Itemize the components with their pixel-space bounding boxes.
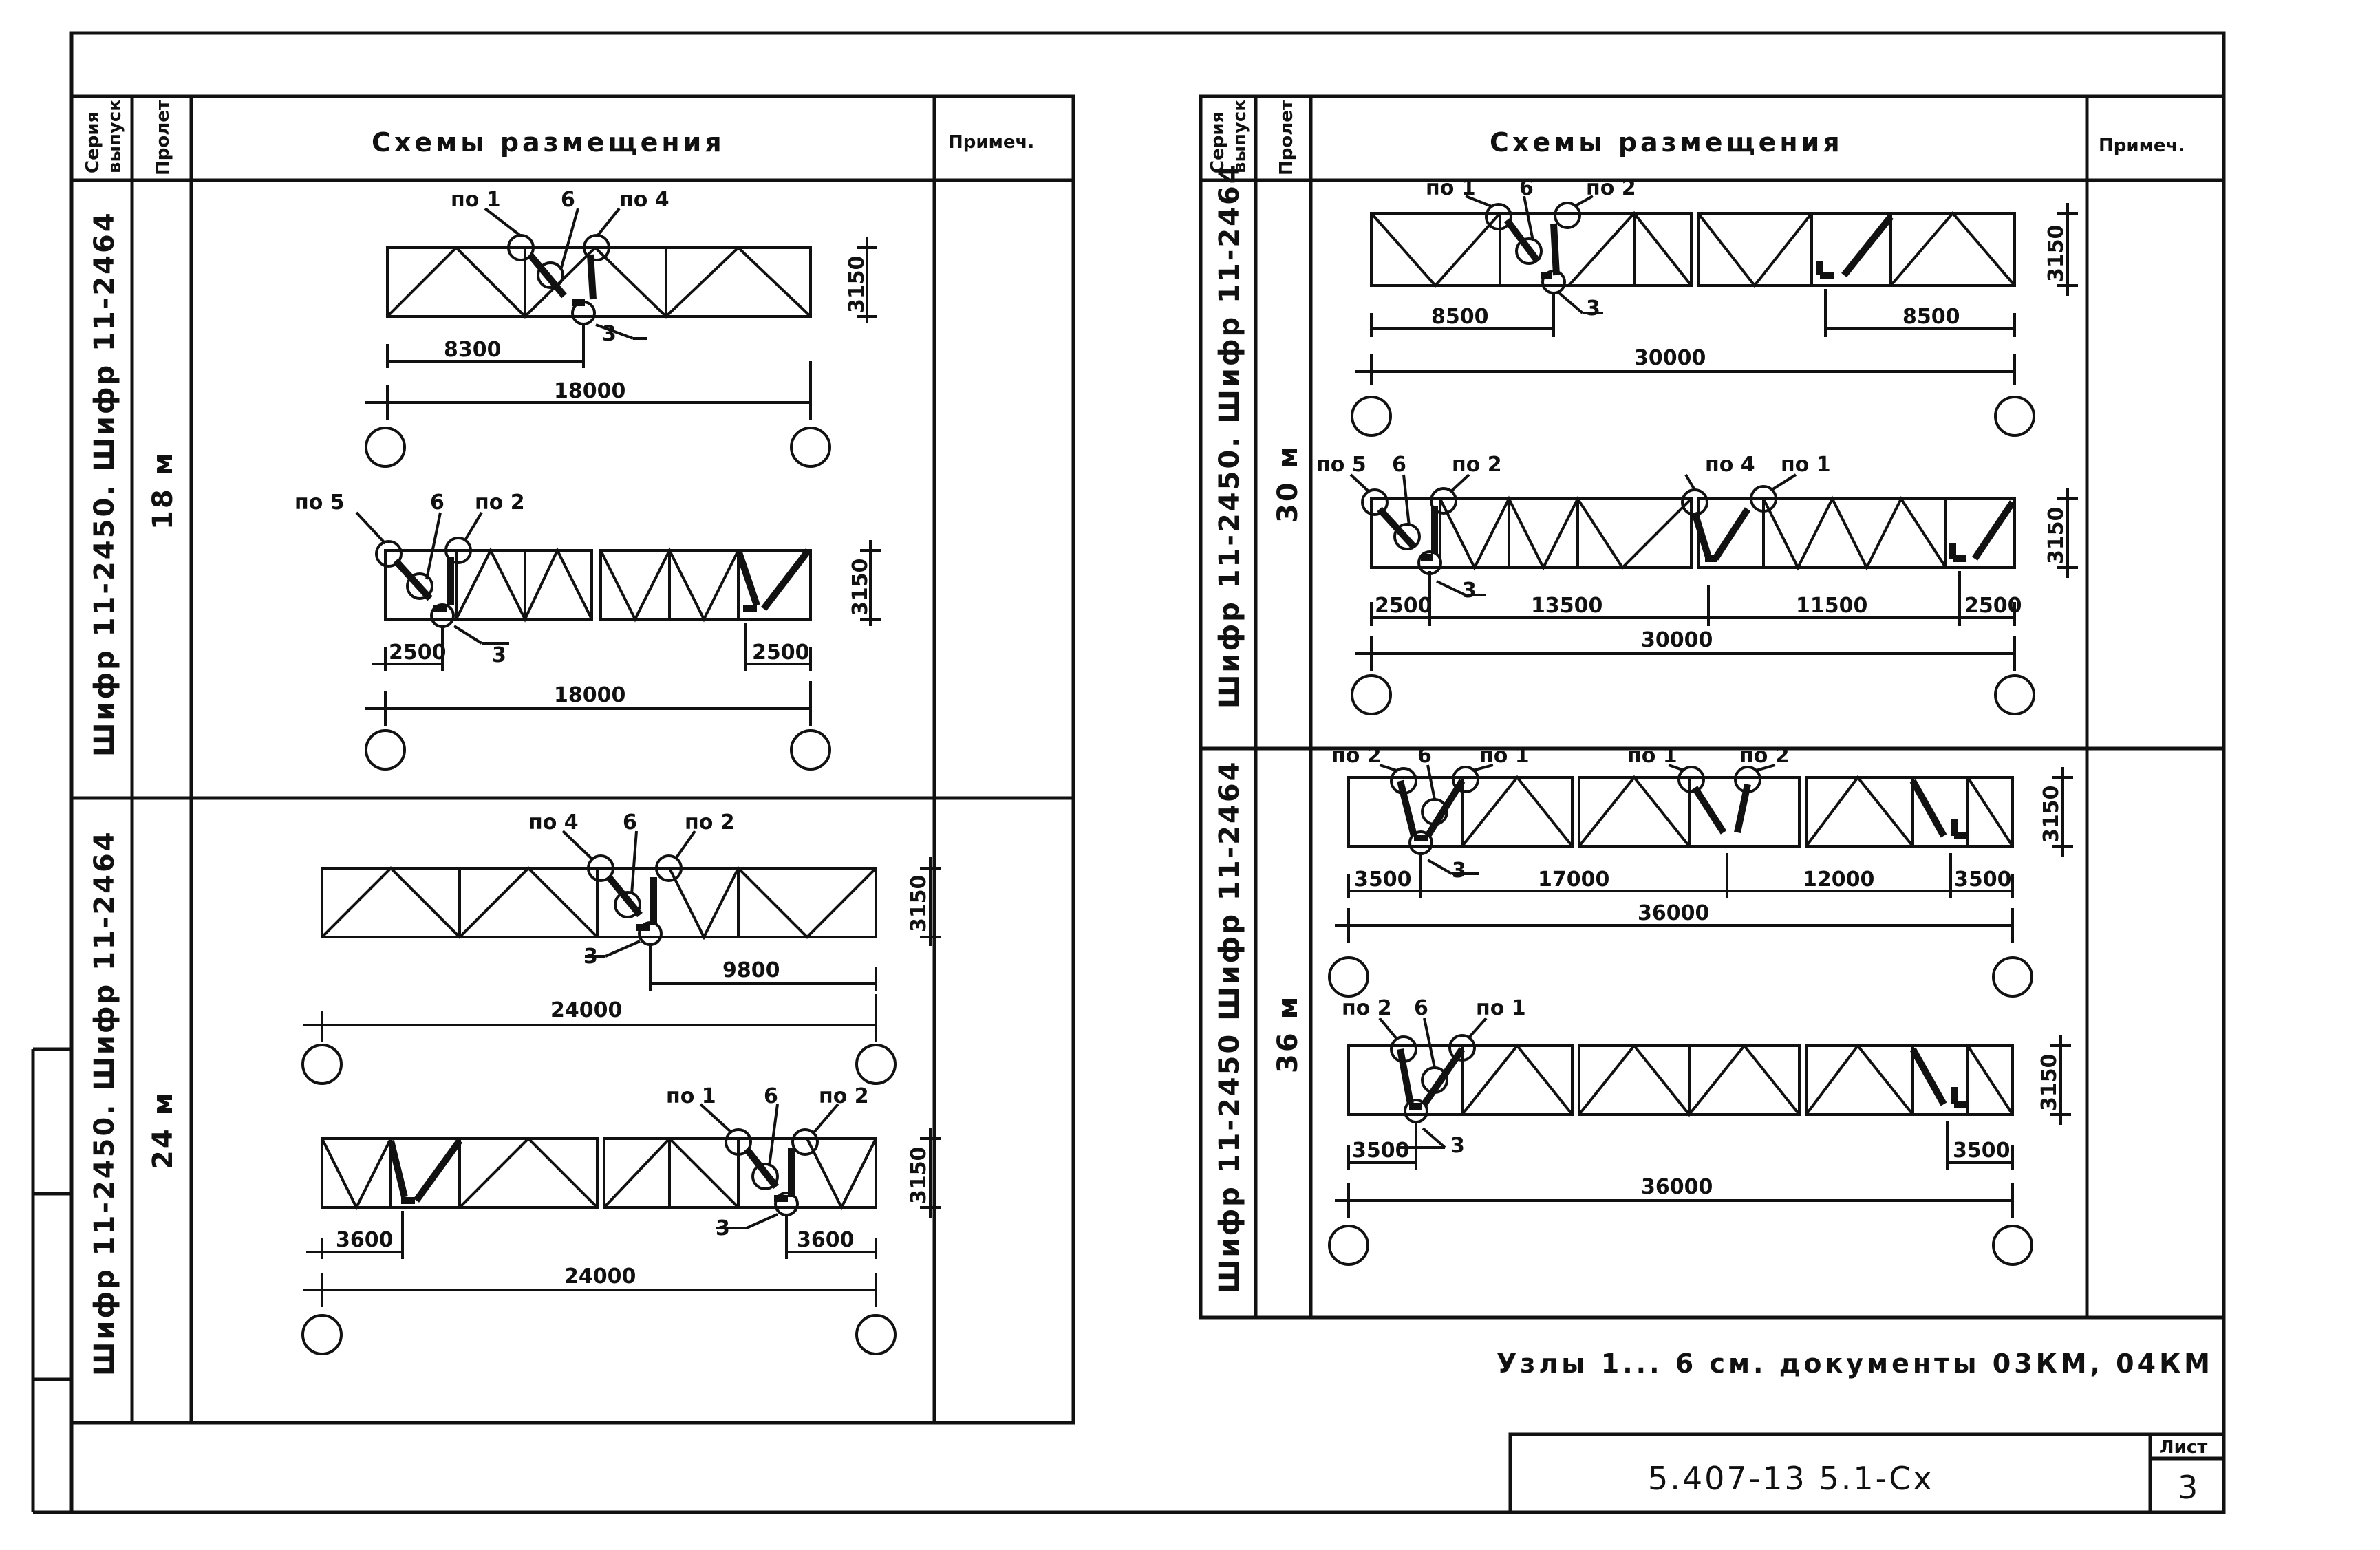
sheet-label: Лист	[2159, 1437, 2208, 1458]
header-series-1: Серия	[83, 111, 103, 173]
header-series-2: выпуск	[105, 99, 125, 173]
node-label: по 2	[1331, 744, 1382, 768]
node-label: по 2	[1452, 453, 1502, 477]
dimension: 30000	[1641, 628, 1713, 652]
node-label: по 1	[1476, 996, 1526, 1020]
dimension: 18000	[554, 379, 626, 403]
dimension: 2500	[1375, 594, 1433, 618]
node-label: 3	[583, 945, 598, 969]
dimension: 17000	[1538, 868, 1610, 892]
node-label: 3	[1586, 297, 1600, 321]
dimension: 24000	[550, 998, 623, 1022]
node-label: 6	[561, 188, 575, 212]
dimension: 3600	[797, 1228, 855, 1252]
node-label: 3	[716, 1216, 730, 1240]
nodes-note: Узлы 1... 6 см. документы 03КМ, 04КМ	[1497, 1348, 2213, 1379]
right-header	[1208, 99, 2185, 175]
node-label: по 5	[1316, 453, 1366, 477]
node-label: по 1	[1781, 453, 1831, 477]
dimension-height: 3150	[907, 874, 931, 932]
node-label: по 1	[1426, 176, 1476, 200]
dimension: 13500	[1531, 594, 1603, 618]
sheet-number: 3	[2178, 1469, 2200, 1506]
truss-diagram	[1329, 996, 2071, 1264]
dimension: 11500	[1796, 594, 1868, 618]
dimension-height: 3150	[848, 558, 872, 616]
right-table	[1201, 96, 2224, 1317]
right-span-top: 30 м	[1272, 444, 1304, 523]
node-label: по 4	[619, 188, 669, 212]
truss-diagram	[1316, 453, 2078, 714]
node-label: по 2	[1586, 176, 1636, 200]
header-span: Пролет	[1276, 100, 1297, 175]
node-label: 6	[1417, 744, 1432, 768]
left-table	[72, 96, 1073, 1423]
truss-diagram	[303, 1084, 941, 1354]
dimension: 3500	[1352, 1139, 1410, 1163]
dimension: 2500	[752, 641, 810, 665]
dimension: 8500	[1431, 305, 1489, 329]
node-label: по 1	[451, 188, 501, 212]
header-notes: Примеч.	[2099, 136, 2185, 156]
dimension: 30000	[1634, 346, 1706, 370]
node-label: по 1	[1479, 744, 1530, 768]
dimension: 3500	[1354, 868, 1412, 892]
header-series-2: выпуск	[1230, 99, 1250, 173]
node-label: по 5	[294, 491, 345, 515]
dimension: 8300	[444, 338, 502, 362]
dimension: 12000	[1803, 868, 1875, 892]
node-label: по 4	[528, 810, 579, 835]
node-label: 6	[1392, 453, 1406, 477]
dimension: 36000	[1641, 1175, 1713, 1199]
dimension: 18000	[554, 683, 626, 707]
dimension: 36000	[1638, 901, 1710, 925]
node-label: 3	[1452, 859, 1466, 883]
node-label: по 2	[475, 491, 525, 515]
node-label: по 2	[819, 1084, 869, 1108]
node-label: по 4	[1705, 453, 1755, 477]
header-series-1: Серия	[1208, 111, 1228, 173]
left-header	[83, 99, 1034, 175]
dimension-height: 3150	[2037, 1053, 2061, 1111]
right-code-bottom: Шифр 11-2450 Шифр 11-2464	[1214, 760, 1245, 1293]
right-span-bottom: 36 м	[1272, 994, 1304, 1073]
left-code-bottom: Шифр 11-2450. Шифр 11-2464	[89, 830, 120, 1376]
truss-diagram	[1352, 176, 2078, 435]
dimension: 3600	[336, 1228, 394, 1252]
truss-diagram	[365, 188, 877, 466]
dimension: 9800	[722, 958, 780, 982]
header-span: Пролет	[153, 100, 173, 175]
node-label: 6	[764, 1084, 778, 1108]
truss-diagram	[303, 810, 941, 1084]
left-code-top: Шифр 11-2450. Шифр 11-2464	[89, 211, 120, 757]
node-label: 6	[623, 810, 637, 835]
dimension: 3500	[1954, 868, 2012, 892]
node-label: по 2	[685, 810, 735, 835]
right-code-top: Шифр 11-2450. Шифр 11-2464	[1214, 162, 1245, 709]
node-label: по 2	[1342, 996, 1392, 1020]
header-notes: Примеч.	[948, 132, 1035, 153]
header-title: Схемы размещения	[372, 127, 725, 158]
document-code: 5.407-13 5.1-Сх	[1648, 1460, 1934, 1497]
dimension-height: 3150	[845, 255, 869, 313]
truss-diagram	[1329, 744, 2073, 996]
node-label: 3	[492, 643, 506, 667]
dimension: 2500	[389, 641, 447, 665]
dimension-height: 3150	[2044, 224, 2068, 282]
left-span-bottom: 24 м	[147, 1090, 179, 1170]
node-label: 3	[602, 322, 617, 346]
dimension-height: 3150	[2039, 785, 2063, 843]
node-label: 3	[1450, 1134, 1465, 1158]
dimension: 3500	[1953, 1139, 2011, 1163]
node-label: 3	[1462, 579, 1477, 603]
truss-diagram	[294, 491, 881, 769]
node-label: по 2	[1739, 744, 1790, 768]
left-span-top: 18 м	[147, 451, 179, 530]
header-title: Схемы размещения	[1490, 127, 1843, 158]
node-label: по 1	[1627, 744, 1677, 768]
node-label: 6	[1414, 996, 1428, 1020]
dimension-height: 3150	[907, 1146, 931, 1204]
dimension: 24000	[564, 1264, 636, 1289]
dimension-height: 3150	[2044, 506, 2068, 564]
dimension: 2500	[1964, 594, 2022, 618]
node-label: по 1	[666, 1084, 716, 1108]
node-label: 6	[430, 491, 444, 515]
dimension: 8500	[1902, 305, 1960, 329]
node-label: 6	[1519, 176, 1534, 200]
